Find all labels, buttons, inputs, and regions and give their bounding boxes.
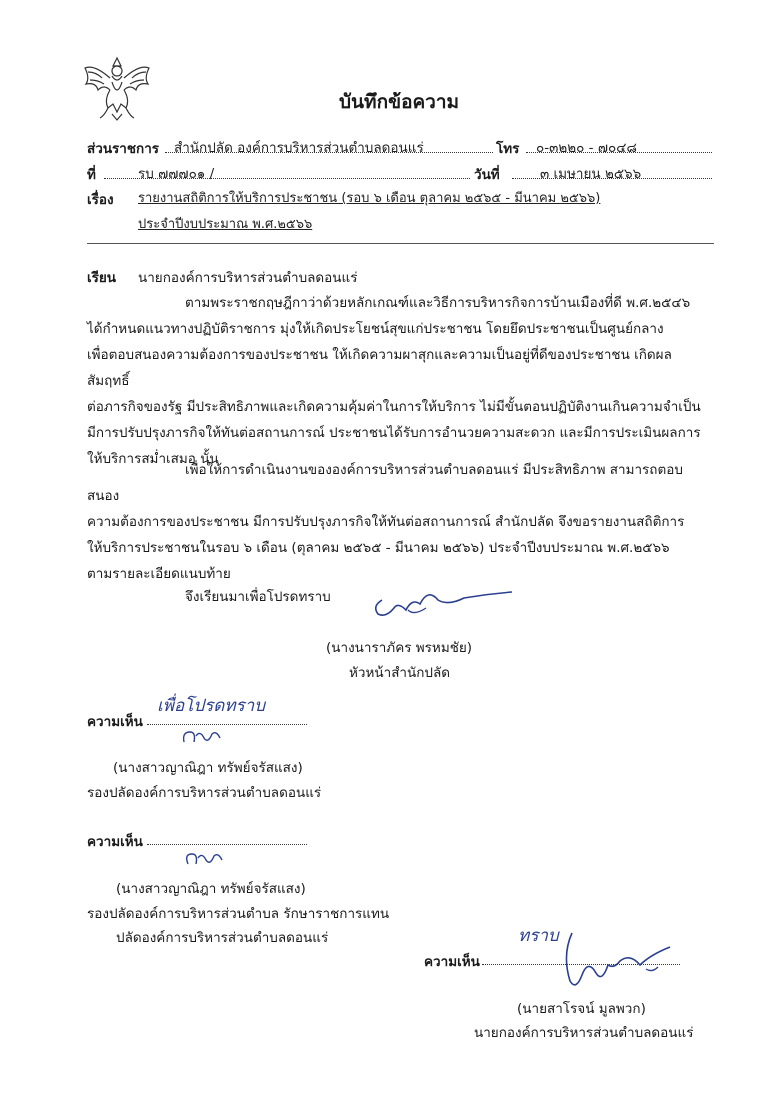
subject-line-2: ประจำปีงบประมาณ พ.ศ.๒๕๖๖ (138, 217, 313, 232)
signature-4 (560, 925, 680, 993)
p2-line: ความต้องการของประชาชน มีการปรับปรุงภารกิจให้ทันต่อสถานการณ์ สำนักปลัด จึงขอรายงานสถิติการ (87, 514, 685, 530)
p1-line: ต่อภารกิจของรัฐ มีประสิทธิภาพและเกิดความคุ้มค่าในการให้บริการ ไม่มีขั้นตอนปฏิบัติงานเกินความจำเป็น (87, 399, 701, 415)
ref-label: ที่ (87, 167, 96, 183)
p1-line: ตามพระราชกฤษฎีกาว่าด้วยหลักเกณฑ์และวิธีการบริหารกิจการบ้านเมืองที่ดี พ.ศ.๒๕๔๖ (185, 295, 691, 311)
opinion2-label: ความเห็น (87, 834, 143, 850)
signature-3 (180, 846, 230, 872)
opinion2-dots (147, 844, 307, 845)
agency-value: สำนักปลัด องค์การบริหารส่วนตำบลดอนแร่ (174, 140, 424, 156)
p1-line: มีการปรับปรุงภารกิจให้ทันต่อสถานการณ์ ประชาชนได้รับการอำนวยความสะดวก และมีการประเมินผลการ (87, 425, 701, 441)
signer1-name: (นางนาราภัคร พรหมชัย) (326, 640, 473, 656)
phone-label: โทร (496, 141, 520, 157)
p2-line: เพื่อให้การดำเนินงานขององค์การบริหารส่วนตำบลดอนแร่ มีประสิทธิภาพ สามารถตอบสนอง (87, 462, 683, 504)
to-value: นายกองค์การบริหารส่วนตำบลดอนแร่ (138, 270, 358, 286)
opinion1-label: ความเห็น (87, 714, 143, 730)
signer1-position: หัวหน้าสำนักปลัด (349, 665, 451, 681)
body-paragraph-1 (87, 290, 714, 472)
signature-2 (178, 724, 228, 750)
garuda-emblem-icon (82, 54, 152, 122)
subject-line-1: รายงานสถิติการให้บริการประชาชน (รอบ ๖ เดือน ตุลาคม ๒๕๖๕ - มีนาคม ๒๕๖๖) (138, 191, 601, 206)
opinion2-position-1: รองปลัดองค์การบริหารส่วนตำบล รักษาราชการแทน (87, 906, 390, 922)
p2-line: ให้บริการประชาชนในรอบ ๖ เดือน (ตุลาคม ๒๕๖๕ - มีนาคม ๒๕๖๖) ประจำปีงบประมาณ พ.ศ.๒๕๖๖ (87, 540, 670, 556)
opinion3-handwriting: ทราบ (518, 926, 559, 946)
signature-1 (368, 580, 528, 625)
p1-line: ให้บริการสม่ำเสมอ นั้น (87, 451, 219, 467)
date-value: ๓ เมษายน ๒๕๖๖ (540, 166, 642, 182)
opinion3-name: (นายสาโรจน์ มูลพวก) (517, 1001, 646, 1017)
header-divider (87, 243, 714, 244)
phone-value: ๐-๓๒๒๐ - ๗๐๔๘ (536, 140, 637, 156)
opinion1-handwriting: เพื่อโปรดทราบ (157, 696, 265, 716)
opinion3-label: ความเห็น (424, 954, 480, 970)
p1-line: ได้กำหนดแนวทางปฏิบัติราชการ มุ่งให้เกิดประโยชน์สุขแก่ประชาชน โดยยึดประชาชนเป็นศูนย์กลาง (87, 321, 664, 337)
opinion1-position: รองปลัดองค์การบริหารส่วนตำบลดอนแร่ (87, 785, 322, 801)
date-label: วันที่ (474, 167, 500, 183)
memo-title: บันทึกข้อความ (339, 91, 460, 113)
ref-value: รบ ๗๗๗๐๑ / (138, 166, 215, 182)
body-paragraph-2 (87, 457, 714, 587)
opinion1-name: (นางสาวญาณิฎา ทรัพย์จรัสแสง) (113, 760, 303, 776)
closing-text: จึงเรียนมาเพื่อโปรดทราบ (185, 589, 331, 605)
subject-label: เรื่อง (87, 192, 114, 208)
opinion3-position: นายกองค์การบริหารส่วนตำบลดอนแร่ (474, 1025, 694, 1041)
p1-line: เพื่อตอบสนองความต้องการของประชาชน ให้เกิดความผาสุกและความเป็นอยู่ที่ดีของประชาชน เกิดผลสัมฤทธิ์ (87, 347, 672, 389)
opinion2-position-2: ปลัดองค์การบริหารส่วนตำบลดอนแร่ (116, 930, 329, 946)
to-label: เรียน (87, 270, 117, 286)
agency-label: ส่วนราชการ (87, 141, 160, 157)
opinion2-name: (นางสาวญาณิฎา ทรัพย์จรัสแสง) (116, 881, 306, 897)
p2-line: ตามรายละเอียดแนบท้าย (87, 566, 231, 582)
